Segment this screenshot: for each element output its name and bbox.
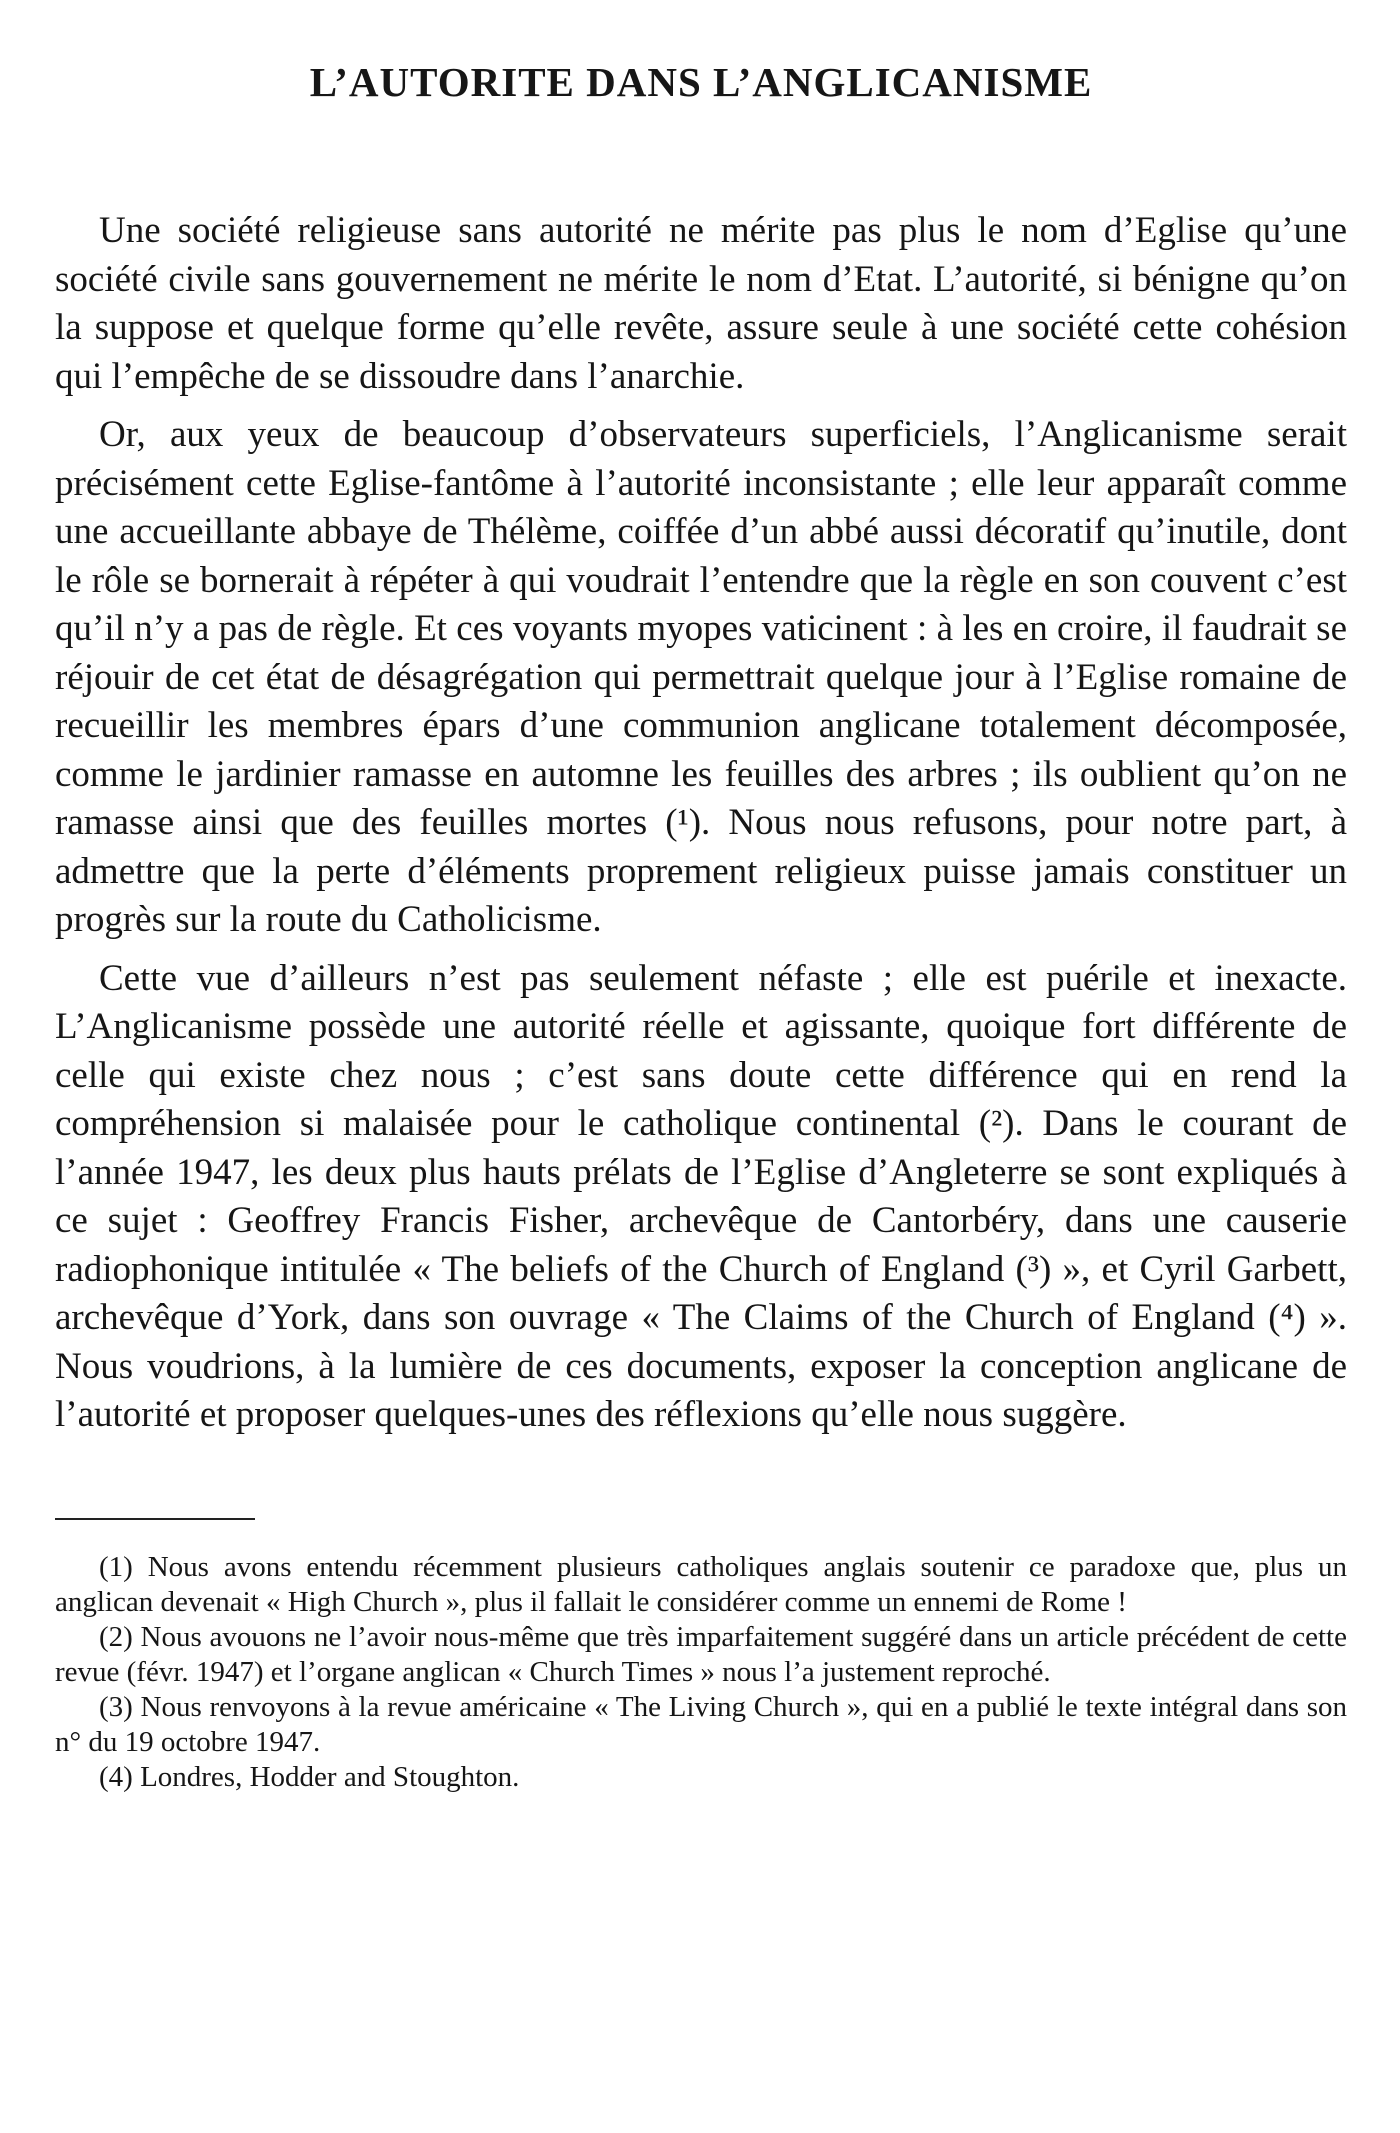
footnotes bbox=[55, 1550, 1347, 1795]
paragraph: Cette vue d’ailleurs n’est pas seulement néfaste ; elle est puérile et inexacte. L’Anglicanisme possède une autorité réelle et agissante, quoique fort différente de celle qui existe chez nous ; c’est sans doute cette différence qui en rend la compréhension si malaisée pour le catholique continental (²). Dans le courant de l’année 1947, les deux plus hauts prélats de l’Eglise d’Angleterre se sont expliqués à ce sujet : Geoffrey Francis Fisher, archevêque de Cantorbéry, dans une causerie radiophonique intitulée « The beliefs of the Church of England (³) », et Cyril Garbett, archevêque d’York, dans son ouvrage « The Claims of the Church of England (⁴) ». Nous voudrions, à la lumière de ces documents, exposer la conception anglicane de l’autorité et proposer quelques-unes des réflexions qu’elle nous suggère. bbox=[55, 957, 1347, 1436]
paragraph: Une société religieuse sans autorité ne mérite pas plus le nom d’Eglise qu’une société civile sans gouvernement ne mérite le nom d’Etat. L’autorité, si bénigne qu’on la suppose et quelque forme qu’elle revête, assure seule à une société cette cohésion qui l’empêche de se dissoudre dans l’anarchie. bbox=[55, 210, 1347, 397]
document-page bbox=[55, 0, 1347, 1795]
footnote: (1) Nous avons entendu récemment plusieurs catholiques anglais soutenir ce paradoxe que, plus un anglican devenait « High Church », plus il fallait le considérer comme un ennemi de Rome ! bbox=[55, 1550, 1347, 1618]
body-text bbox=[55, 207, 1347, 1440]
footnote: (3) Nous renvoyons à la revue américaine « The Living Church », qui en a publié le texte intégral dans son n° du 19 octobre 1947. bbox=[55, 1690, 1347, 1758]
footnote: (2) Nous avouons ne l’avoir nous-même que très imparfaitement suggéré dans un article précédent de cette revue (févr. 1947) et l’organe anglican « Church Times » nous l’a justement reproché. bbox=[55, 1620, 1347, 1688]
page-title: L’AUTORITE DANS L’ANGLICANISME bbox=[309, 59, 1093, 105]
footnote: (4) Londres, Hodder and Stoughton. bbox=[99, 1760, 520, 1793]
paragraph: Or, aux yeux de beaucoup d’observateurs superficiels, l’Anglicanisme serait précisément cette Eglise-fantôme à l’autorité inconsistante ; elle leur apparaît comme une accueillante abbaye de Thélème, coiffée d’un abbé aussi décoratif qu’inutile, dont le rôle se bornerait à répéter à qui voudrait l’entendre que la règle en son couvent c’est qu’il n’y a pas de règle. Et ces voyants myopes vaticinent : à les en croire, il faudrait se réjouir de cet état de désagrégation qui permettrait quelque jour à l’Eglise romaine de recueillir les membres épars d’une communion anglicane totalement décomposée, comme le jardinier ramasse en automne les feuilles des arbres ; ils oublient qu’on ne ramasse ainsi que des feuilles mortes (¹). Nous nous refusons, pour notre part, à admettre que la perte d’éléments proprement religieux puisse jamais constituer un progrès sur la route du Catholicisme. bbox=[55, 414, 1347, 941]
footnote-separator bbox=[55, 1518, 255, 1520]
